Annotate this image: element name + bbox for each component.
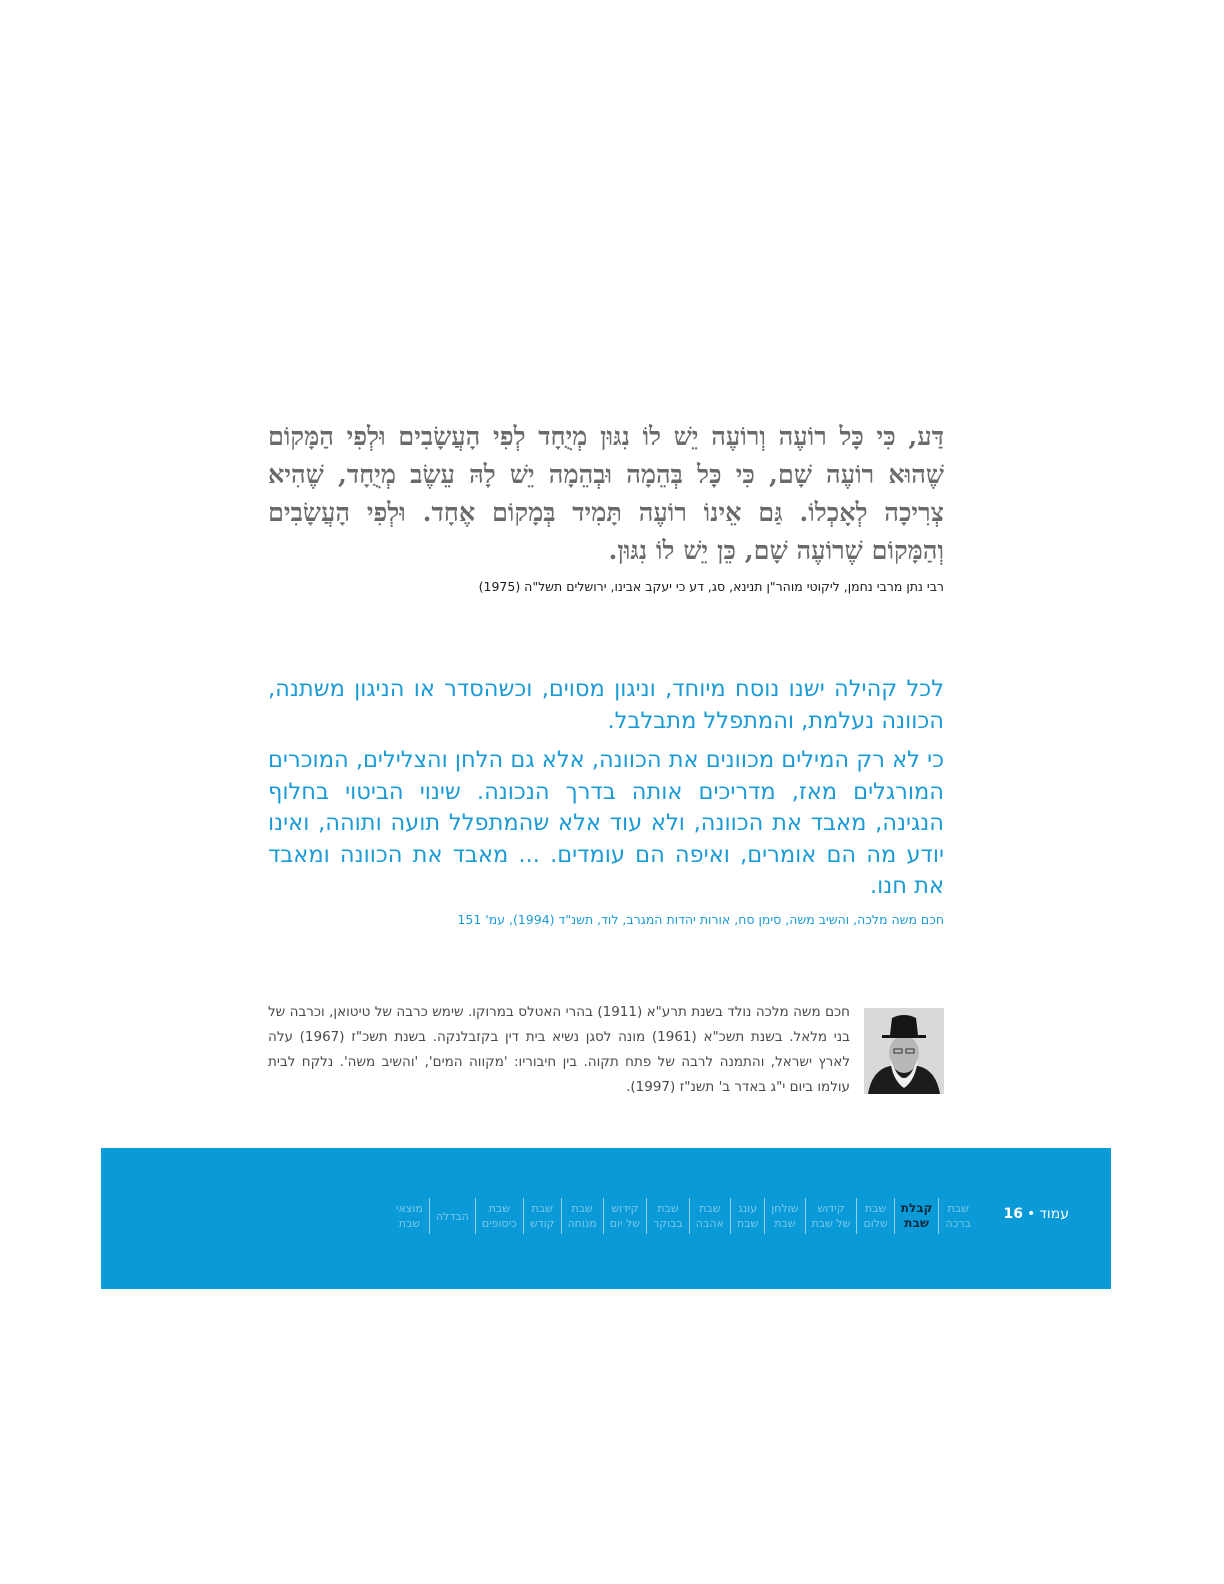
nav-item-shabbat-menucha[interactable]: שבת מנוחה (561, 1198, 603, 1234)
section-nav (390, 1198, 977, 1234)
nav-item-kiddush-shabbat[interactable]: קידוש של שבת (805, 1198, 857, 1234)
nav-item-shabbat-kodesh[interactable]: שבת קודש (523, 1198, 561, 1234)
nav-item-shabbat-bracha[interactable]: שבת ברכה (938, 1198, 977, 1234)
nav-item-havdala[interactable]: הבדלה (429, 1198, 475, 1234)
page-indicator (1004, 1206, 1069, 1222)
page-separator-dot: • (1027, 1206, 1036, 1222)
nav-item-motzaei-shabbat[interactable]: מוצאי שבת (396, 1202, 423, 1230)
commentary-block (268, 674, 944, 929)
bio-block (268, 1000, 944, 1100)
portrait-image (864, 1008, 944, 1094)
nav-item-shabbat-ahava[interactable]: שבת אהבה (689, 1198, 730, 1234)
footer-navigation-bar (101, 1148, 1111, 1289)
page-label: עמוד (1039, 1206, 1069, 1222)
commentary-paragraph: לכל קהילה ישנו נוסח מיוחד, וניגון מסוים, וכשהסדר או הניגון משתנה, הכוונה נעלמת, והמתפלל מתבלבל. (268, 676, 944, 734)
nav-item-shabbat-shalom[interactable]: שבת שלום (856, 1198, 893, 1234)
commentary-source: חכם משה מלכה, והשיב משה, סימן סח, אורות יהדות המגרב, לוד, תשנ"ד (1994), עמ' 151 (457, 911, 944, 927)
nav-item-kabbalat-shabbat[interactable]: קבלת שבת (894, 1198, 939, 1234)
quote-text: דַּע, כִּי כָּל רוֹעֶה וְרוֹעֶה יֵשׁ לוֹ נִגּוּן מְיֻחָד לְפִי הָעֲשָׂבִים וּלְפִי הַמָּקוֹם שֶׁהוּא רוֹעֶה שָׁם, כִּי כָּל בְּהֵמָה וּבְהֵמָה יֵשׁ לָהּ עֵשֶׂב מְיֻחָד, שֶׁהִיא צְרִיכָה לְאָכְלוֹ. גַּם אֵינוֹ רוֹעֶה תָּמִיד בְּמָקוֹם אֶחָד. וּלְפִי הָעֲשָׂבִים וְהַמָּקוֹם שֶׁרוֹעֶה שָׁם, כֵּן יֵשׁ לוֹ נִגּוּן. (268, 422, 944, 566)
bio-text: חכם משה מלכה נולד בשנת תרע"א (1911) בהרי האטלס במרוקו. שימש כרבה של טיטואן, וכרבה של בני מלאל. בשנת תשכ"א (1961) מונה לסגן נשיא בית דין בקזבלנקה. בשנת תשכ"ז (1967) עלה לארץ ישראל, והתמנה לרבה של פתח תקוה. בין חיבוריו: 'מקווה המים', 'והשיב משה'. נלקח לבית עולמו ביום י"ג באדר ב' תשנ"ז (1997). (268, 1004, 850, 1095)
portrait-photo (864, 1008, 944, 1094)
nav-item-oneg-shabbat[interactable]: עונג שבת (730, 1198, 764, 1234)
quote-block (268, 418, 944, 596)
nav-item-shabbat-baboker[interactable]: שבת בבוקר (646, 1198, 689, 1234)
nav-item-kiddush-yom[interactable]: קידוש של יום (603, 1198, 646, 1234)
nav-item-shabbat-kisufim[interactable]: שבת כיסופים (475, 1198, 523, 1234)
quote-source: רבי נתן מרבי נחמן, ליקוטי מוהר"ן תנינא, סג, דע כי יעקב אבינו, ירושלים תשל"ה (1975) (478, 579, 944, 594)
nav-item-shulchan-shabbat[interactable]: שולחן שבת (764, 1198, 804, 1234)
page-number: 16 (1003, 1206, 1023, 1222)
commentary-paragraph: כי לא רק המילים מכוונים את הכוונה, אלא גם הלחן והצלילים, המוכרים המורגלים מאז, מדריכים אותה בדרך הנכונה. שינוי הביטוי בחלוף הנגינה, מאבד את הכוונה, ולא עוד אלא שהמתפלל תועה ותוהה, ואינו יודע מה הם אומרים, ואיפה הם עומדים. ... מאבד את הכוונה ומאבד את חנו. (268, 747, 944, 899)
